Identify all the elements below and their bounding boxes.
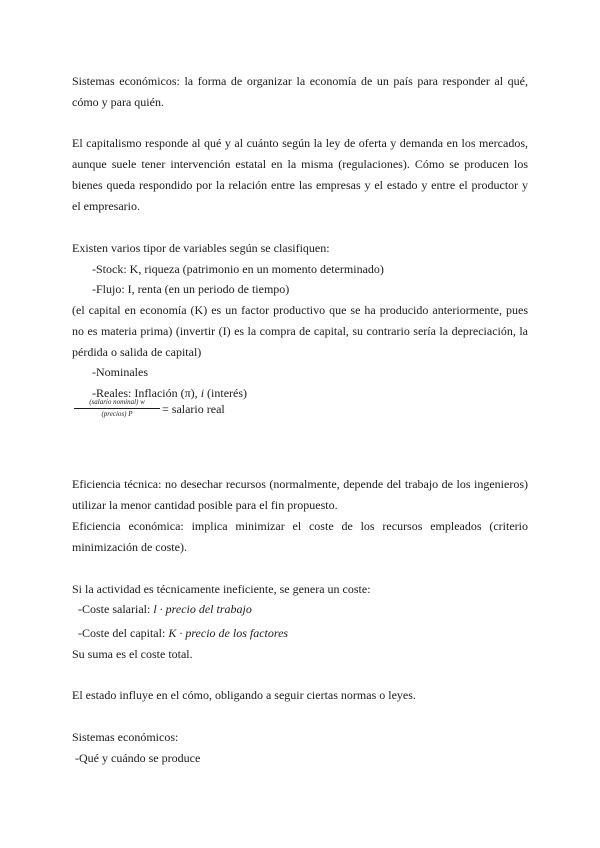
paragraph-line: minimización de coste). xyxy=(72,540,187,554)
list-item-nominales: -Nominales xyxy=(92,365,148,379)
coste-capital-formula: K · precio de los factores xyxy=(168,626,289,640)
fraction-numerator: (salario nominal) w xyxy=(74,398,160,409)
fraction-denominator: (precios) P xyxy=(101,410,133,418)
interest-symbol: i xyxy=(200,386,205,400)
salary-fraction xyxy=(74,398,160,419)
list-item-reales xyxy=(92,385,548,401)
paragraph-line: el empresario. xyxy=(72,199,140,213)
paragraph-line: Existen varios tipor de variables según se clasifiquen: xyxy=(72,241,330,255)
list-item-flujo: -Flujo: I, renta (en un periodo de tiempo) xyxy=(92,282,290,296)
reales-label: -Reales: Inflación (π), xyxy=(92,386,201,400)
paragraph-line: aunque suele tener intervención estatal en la misma (regulaciones). Cómo se producen los xyxy=(72,157,528,171)
section-title: Sistemas económicos: xyxy=(72,730,179,744)
list-item-stock: -Stock: K, riqueza (patrimonio en un momento determinado) xyxy=(92,262,384,276)
paragraph-line: pérdida o salida de capital) xyxy=(72,345,202,359)
paragraph-line: no es materia prima) (invertir (I) es la compra de capital, su contrario sería la depreciación, la xyxy=(72,324,528,338)
paragraph-line: El estado influye en el cómo, obligando a seguir ciertas normas o leyes. xyxy=(72,688,416,702)
paragraph-line: Eficiencia económica: implica minimizar el coste de los recursos empleados (criterio xyxy=(72,519,528,533)
paragraph-line: bienes queda respondido por la relación entre las empresas y el estado y entre el productor y xyxy=(72,178,528,192)
paragraph-line: El capitalismo responde al qué y al cuánto según la ley de oferta y demanda en los mercados, xyxy=(72,136,528,150)
list-item-coste-salarial xyxy=(78,601,534,617)
coste-salarial-formula: l · precio del trabajo xyxy=(153,602,252,616)
paragraph-line: Su suma es el coste total. xyxy=(72,647,193,661)
paragraph-line: Si la actividad es técnicamente ineficiente, se genera un coste: xyxy=(72,582,371,596)
paragraph-line: utilizar la menor cantidad posible para el fin propuesto. xyxy=(72,498,338,512)
coste-capital-label: -Coste del capital: xyxy=(78,626,169,640)
paragraph-line: cómo y para quién. xyxy=(72,95,164,109)
paragraph-line: (el capital en economía (K) es un factor productivo que se ha producido anteriormente, pues xyxy=(72,303,528,317)
coste-salarial-label: -Coste salarial: xyxy=(78,602,154,616)
list-item-que-cuando: -Qué y cuándo se produce xyxy=(75,751,201,765)
formula-result: = salario real xyxy=(162,402,225,416)
list-item-coste-capital xyxy=(78,625,534,641)
reales-suffix: (interés) xyxy=(204,386,248,400)
paragraph-line: Sistemas económicos: la forma de organizar la economía de un país para responder al qué, xyxy=(72,74,528,88)
paragraph-line: Eficiencia técnica: no desechar recursos (normalmente, depende del trabajo de los ingenieros) xyxy=(72,477,528,491)
